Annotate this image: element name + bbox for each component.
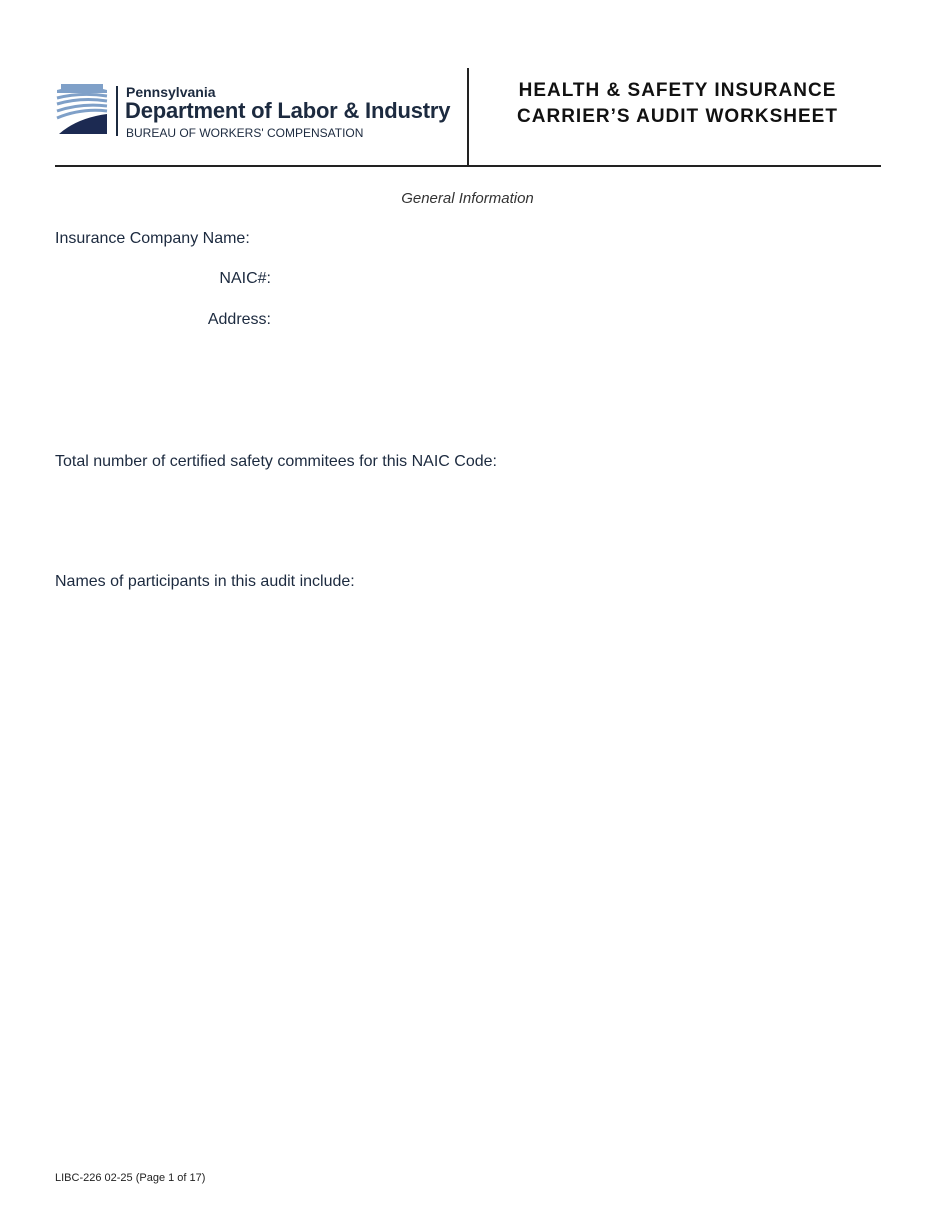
address-label: Address: xyxy=(207,311,271,328)
logo-bureau: BUREAU OF WORKERS' COMPENSATION xyxy=(126,126,364,140)
section-title: General Information xyxy=(401,190,534,207)
form-footer: LIBC-226 02-25 (Page 1 of 17) xyxy=(55,1172,206,1184)
committees-label: Total number of certified safety commitees for this NAIC Code: xyxy=(55,453,497,470)
participants-label: Names of participants in this audit include: xyxy=(55,573,355,590)
naic-label: NAIC#: xyxy=(219,270,271,287)
logo-department: Department of Labor & Industry xyxy=(125,98,451,123)
form-title-line1: HEALTH & SAFETY INSURANCE xyxy=(518,80,837,101)
keystone-logo-icon xyxy=(55,84,109,136)
form-title-line2: CARRIER’S AUDIT WORKSHEET xyxy=(517,106,838,127)
header-divider xyxy=(467,68,469,165)
logo-state: Pennsylvania xyxy=(126,84,216,100)
header-rule xyxy=(55,165,881,167)
logo-divider xyxy=(116,86,118,136)
company-name-label: Insurance Company Name: xyxy=(55,230,250,247)
